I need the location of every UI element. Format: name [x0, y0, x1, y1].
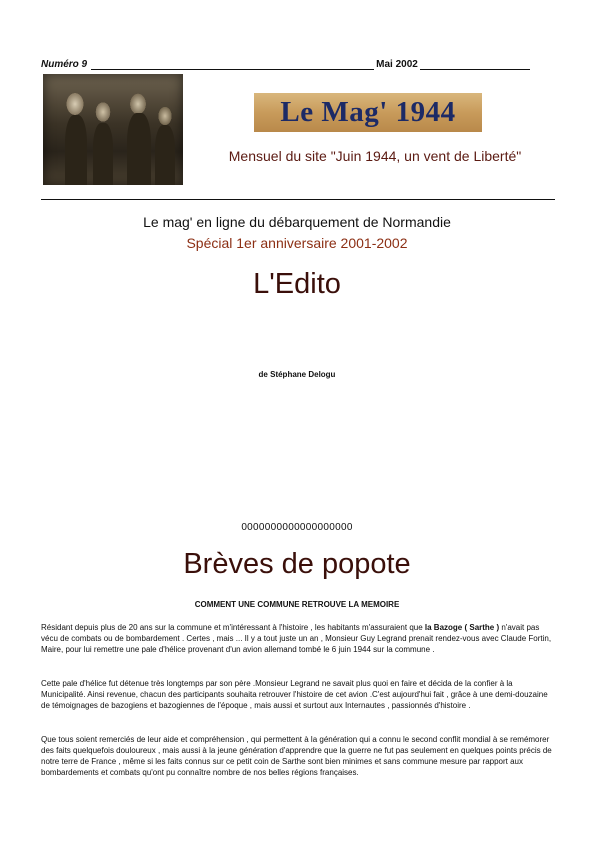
header-divider	[41, 199, 555, 200]
photo-figure	[65, 115, 87, 185]
edito-author: de Stéphane Delogu	[258, 370, 336, 379]
magazine-logo	[254, 93, 482, 132]
issue-date: Mai 2002	[376, 59, 418, 70]
article-paragraph-3: Que tous soient remerciés de leur aide et compréhension , qui permettent à la génération qui a connu le second conflit mondial à se remémorer des faits quelquefois douloureux , mais aussi à la jeune génération d'apprendre que la guerre ne fut pas seulement en quelques points précis de notre terre de France , même si les faits connus sur ce petit coin de Sarthe sont bien minimes et sans commune mesure par rapport aux bombardements et combats qu'ont pu connaître nombre de nos belles régions françaises.	[41, 735, 552, 777]
photo-figure	[127, 113, 151, 185]
special-edition: Spécial 1er anniversaire 2001-2002	[186, 235, 408, 251]
article-heading: COMMENT UNE COMMUNE RETROUVE LA MEMOIRE	[194, 600, 400, 609]
breves-title: Brèves de popote	[183, 548, 411, 580]
photo-figure	[93, 123, 113, 185]
edito-title: L'Edito	[253, 268, 341, 300]
section-separator: 0000000000000000000	[241, 522, 353, 533]
article-paragraph-1	[41, 622, 553, 655]
paragraph-text: n'avait pas vécu de combats ou de bombardement . Certes , mais ... Il y a tout juste un an , Monsieur Guy Legrand prenait rendez-vous avec Claude Fortin, Maire, pour lui remettre une pale d'hélice provenant d'un avion allemand tombé le 6 juin 1944 sur la commune .	[41, 623, 552, 654]
paragraph-text: Résidant depuis plus de 20 ans sur la commune et m'intéressant à l'histoire , les habitants m'assuraient que	[41, 623, 425, 632]
photo-figure	[155, 125, 175, 185]
logo-text: Le Mag' 1944	[280, 96, 456, 128]
header-underline-1	[91, 60, 374, 70]
issue-number: Numéro 9	[41, 59, 88, 70]
issue-header	[41, 59, 551, 70]
article-paragraph-2: Cette pale d'hélice fut détenue très longtemps par son père .Monsieur Legrand ne savait plus quoi en faire et décida de la confier à la Municipalité. Ainsi revenue, chacun des participants souhaita retrouver l'histoire de cet avion .C'est aujourd'hui fait , grâce à une demi-douzaine de témoignages de bazogiens et bazogiennes de l'époque , mais aussi et surtout aux Internautes , passionnés d'histoire .	[41, 679, 548, 710]
tagline: Le mag' en ligne du débarquement de Normandie	[143, 214, 451, 230]
header-underline-2	[420, 60, 530, 70]
paragraph-bold-text: la Bazoge ( Sarthe )	[424, 623, 500, 632]
historical-photo	[43, 74, 183, 185]
magazine-subtitle: Mensuel du site "Juin 1944, un vent de Liberté"	[228, 148, 522, 164]
